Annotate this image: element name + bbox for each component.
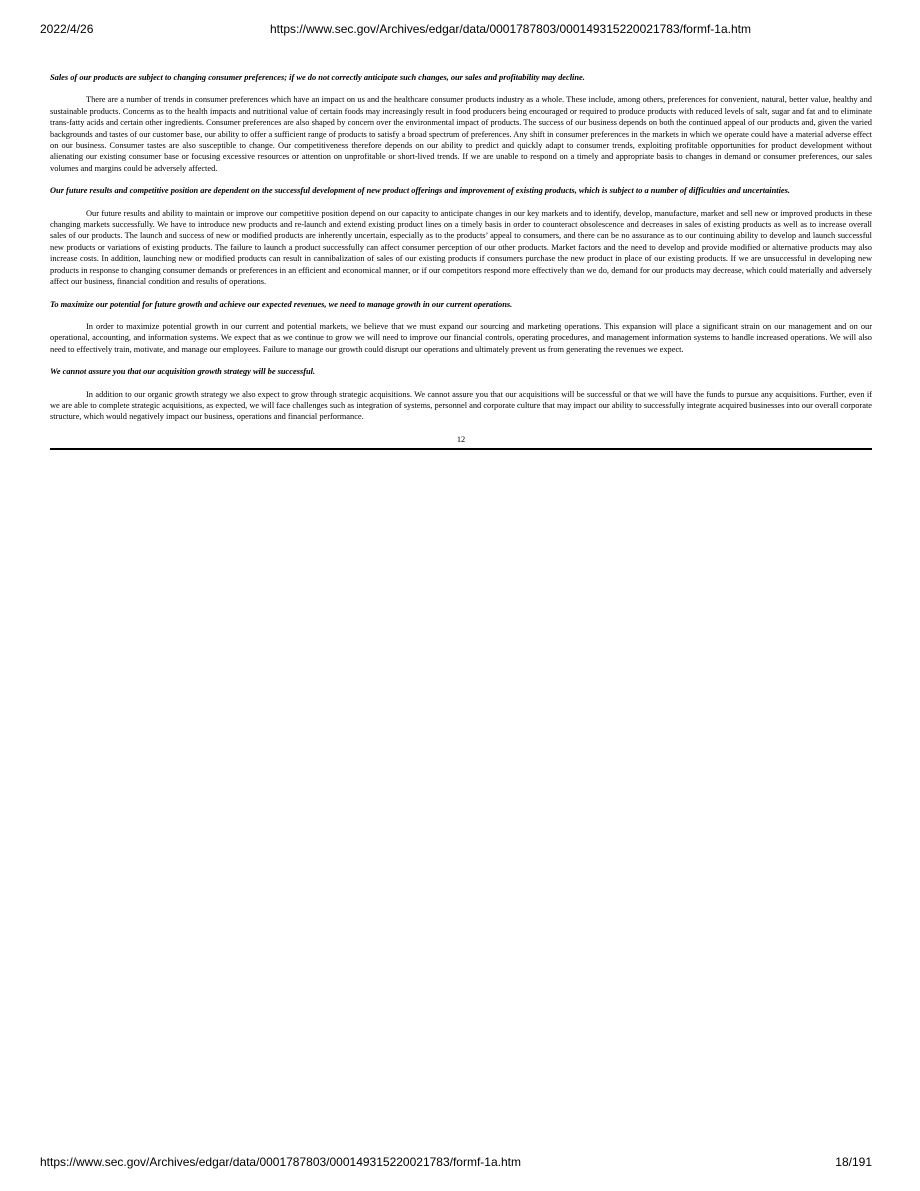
risk-section (50, 72, 872, 174)
document-content (50, 72, 872, 450)
section-heading: We cannot assure you that our acquisition growth strategy will be successful. (50, 367, 316, 377)
section-paragraph: Our future results and ability to maintain or improve our competitive position depend on our capacity to anticipate changes in our key markets and to identify, develop, manufacture, market and sell new or improved products in these changing markets successfully. We have to introduce new products and re-launch and extend existing product lines on a timely basis in order to counteract obsolescence and decreases in sales of existing products as well as to increase overall sales of our products. The launch and success of new or modified products are inherently uncertain, especially as to the products’ appeal to consumers, and there can be no assurance as to our continuing ability to develop and launch successful new products or variations of existing products. The failure to launch a product successfully can affect consumer perception of our other products. Market factors and the need to develop and provide modified or alternative products may also increase costs. In addition, launching new or modified products can result in cannibalization of sales of our existing products if consumers purchase the new product in place of our existing products. If we are unsuccessful in developing new products in response to changing consumer demands or preferences in an efficient and economical manner, or if our competitors respond more effectively than we do, demand for our products may decrease, which could materially and adversely affect our business, financial condition and results of operations. (50, 208, 872, 287)
print-header (40, 22, 874, 38)
page-counter: 18/191 (835, 1155, 872, 1169)
section-paragraph: There are a number of trends in consumer preferences which have an impact on us and the healthcare consumer products industry as a whole. These include, among others, preferences for convenient, natural, better value, healthy and sustainable products. Concerns as to the health impacts and nutritional value of certain foods may increasingly result in food producers being encouraged or required to produce products with reduced levels of salt, sugar and fat and to eliminate trans-fatty acids and certain other ingredients. Consumer preferences are also shaped by concern over the environmental impact of products. The success of our business depends on both the continued appeal of our products and, given the varied backgrounds and tastes of our customer base, our ability to offer a sufficient range of products to satisfy a broad spectrum of preferences. Any shift in consumer preferences in the markets in which we operate could have a material adverse effect on our business. Consumer tastes are also susceptible to change. Our competitiveness therefore depends on our ability to predict and quickly adapt to consumer trends, exploiting profitable opportunities for product development without alienating our existing consumer base or focusing excessive resources or attention on unprofitable or short-lived trends. If we are unable to respond on a timely and appropriate basis to changes in demand or consumer preferences, our sales volumes and margins could be adversely affected. (50, 95, 872, 173)
section-heading: Sales of our products are subject to changing consumer preferences; if we do not correctly anticipate such changes, our sales and profitability may decline. (50, 73, 585, 82)
page-number: 12 (50, 434, 872, 450)
section-paragraph: In order to maximize potential growth in our current and potential markets, we believe that we must expand our sourcing and marketing operations. This expansion will place a significant strain on our management and on our operational, accounting, and information systems. We expect that as we continue to grow we will need to improve our financial controls, operating procedures, and management information systems to handle increased operations. We will also need to effectively train, motivate, and manage our employees. Failure to manage our growth could disrupt our operations and ultimately prevent us from generating the revenues we expect. (50, 321, 872, 354)
section-heading: Our future results and competitive position are dependent on the successful development of new product offerings and improvement of existing products, which is subject to a number of difficulties and uncertainties. (50, 186, 790, 196)
section-paragraph: In addition to our organic growth strategy we also expect to grow through strategic acquisitions. We cannot assure you that our acquisitions will be successful or that we will have the funds to pursue any acquisitions. Further, even if we are able to complete strategic acquisitions, as expected, we will face challenges such as integration of systems, personnel and corporate culture that may impact our ability to successfully integrate acquired businesses into our overall corporate structure, which would negatively impact our business, operations and financial performance. (50, 389, 872, 422)
risk-section (50, 366, 872, 423)
print-footer-url: https://www.sec.gov/Archives/edgar/data/0001787803/000149315220021783/formf-1a.htm (40, 1155, 521, 1169)
print-date: 2022/4/26 (40, 22, 94, 36)
print-footer (40, 1155, 872, 1171)
print-header-url: https://www.sec.gov/Archives/edgar/data/0001787803/000149315220021783/formf-1a.htm (270, 22, 751, 36)
risk-section (50, 185, 872, 287)
risk-section (50, 299, 872, 356)
section-heading: To maximize our potential for future growth and achieve our expected revenues, we need to manage growth in our current operations. (50, 299, 513, 309)
